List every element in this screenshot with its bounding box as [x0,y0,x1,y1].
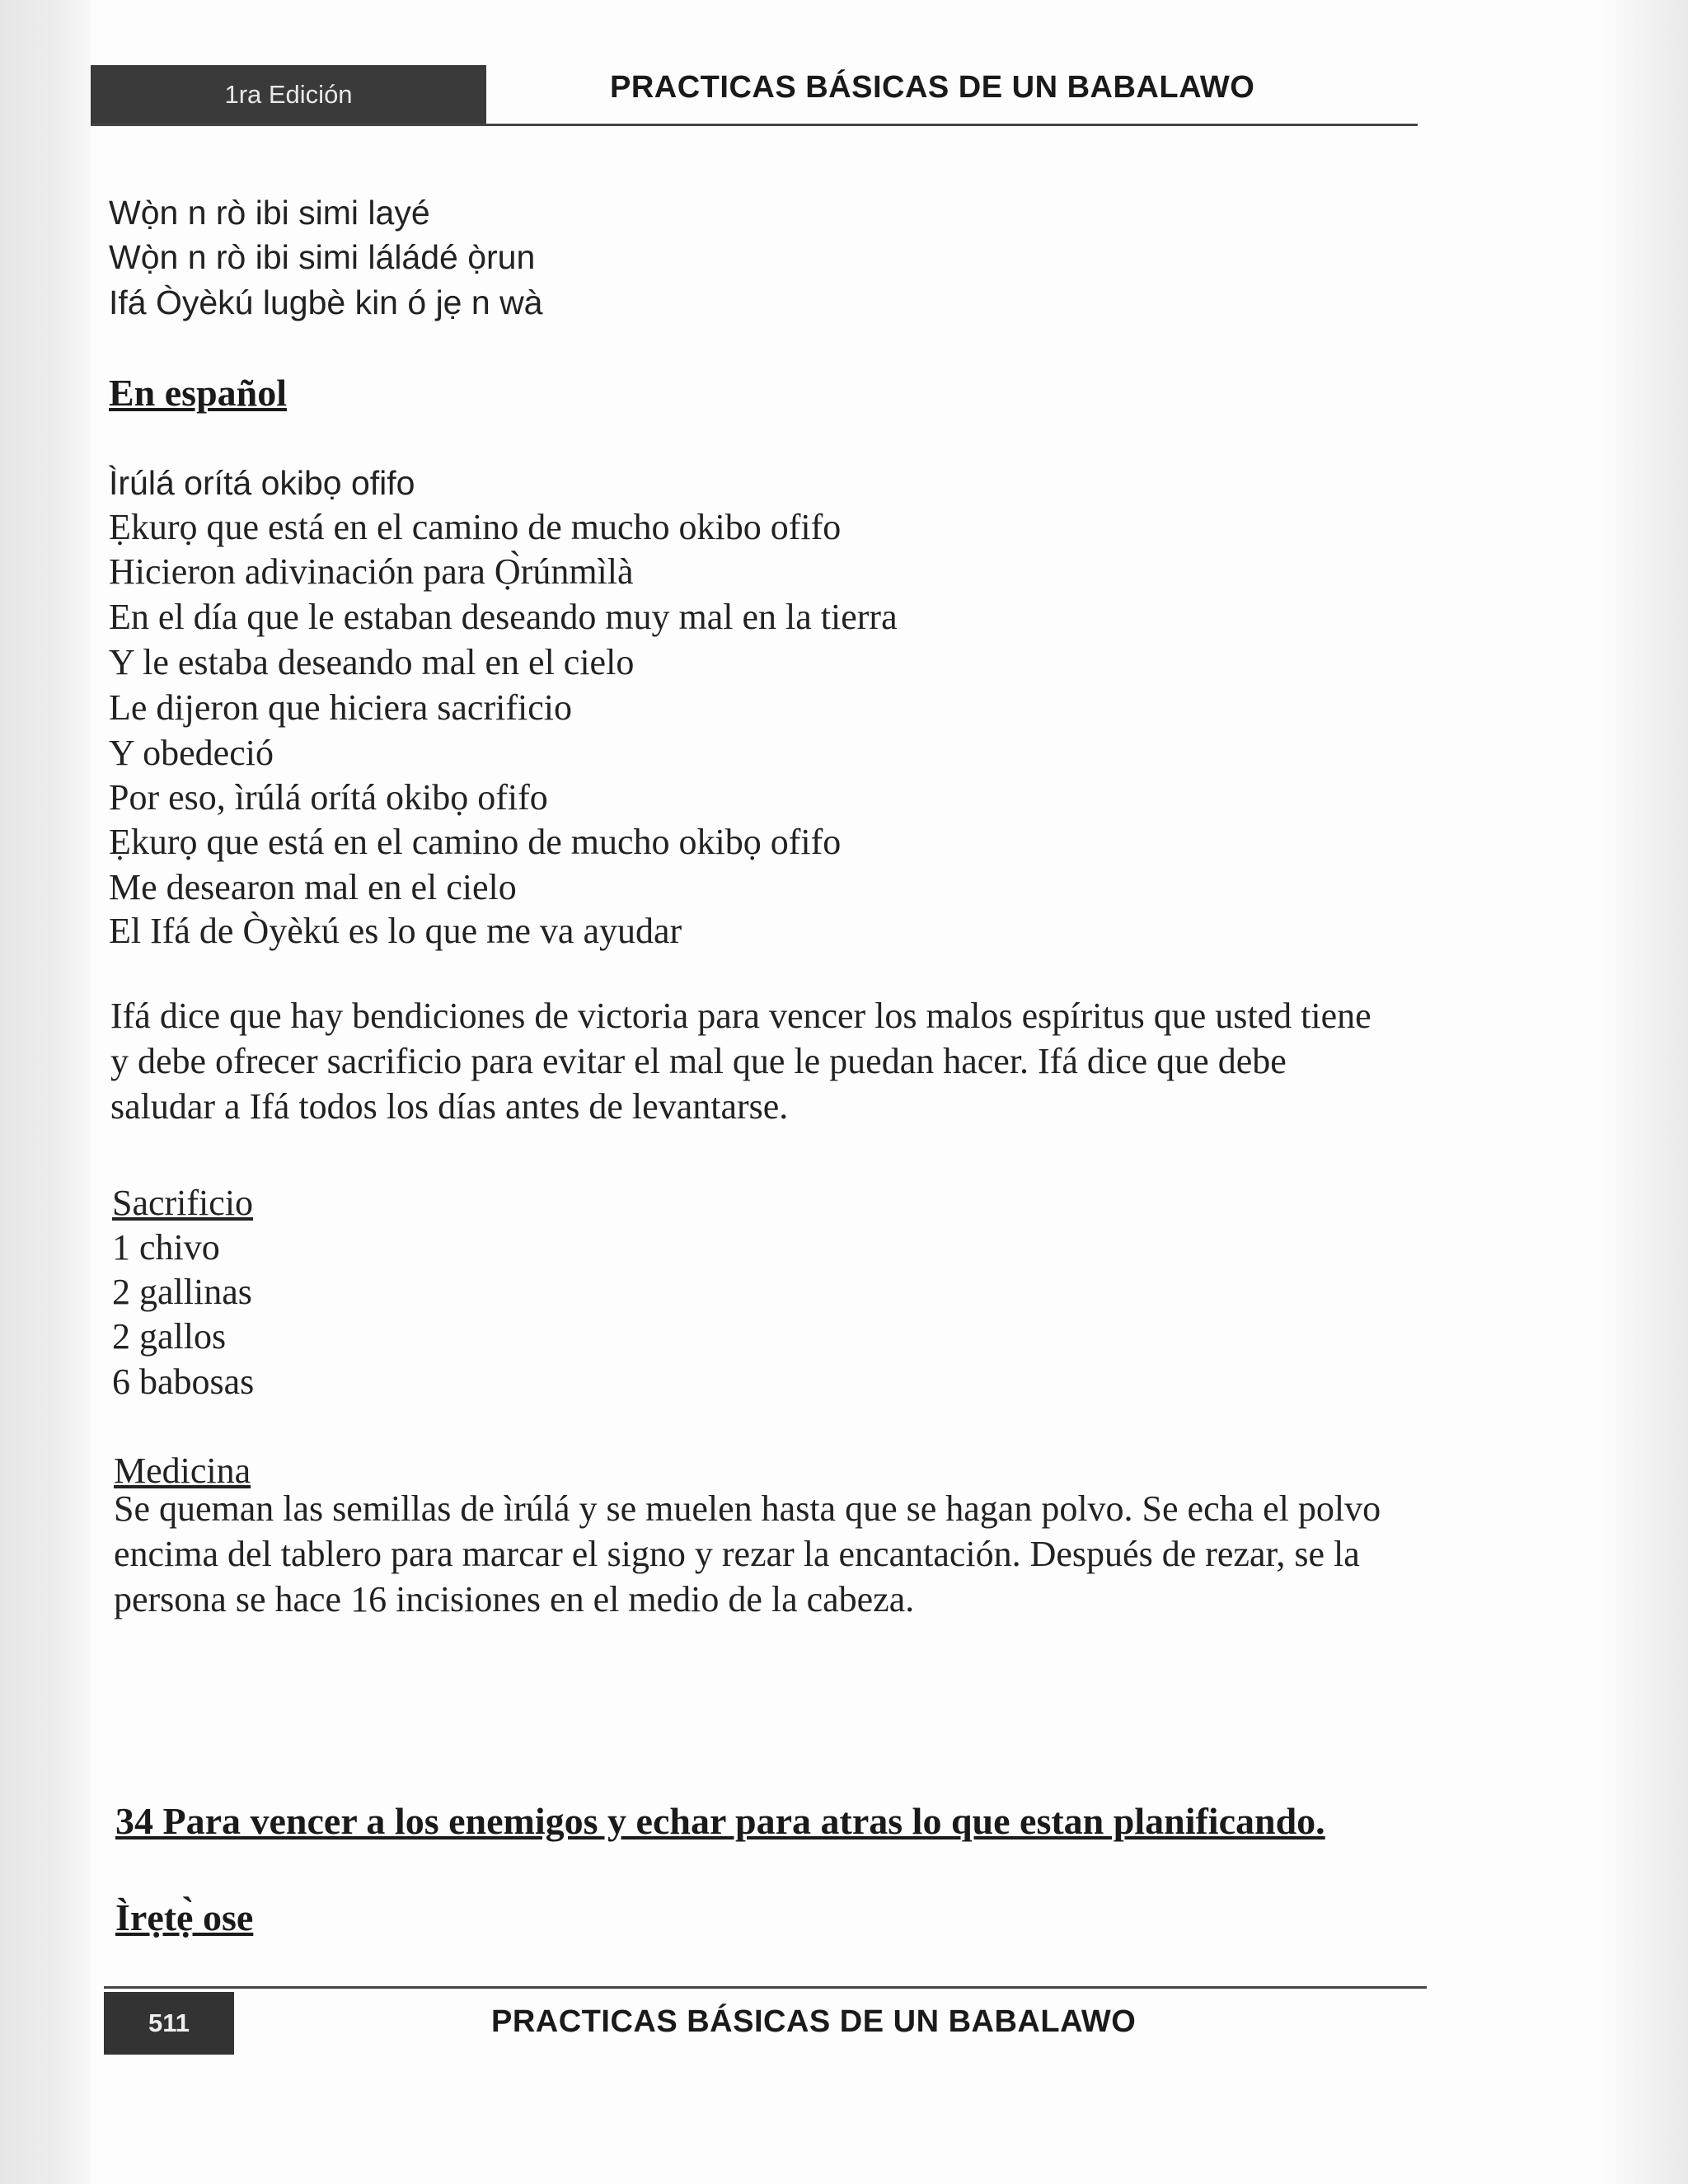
spanish-line: Ẹkurọ que está en el camino de mucho okibo ofifo [109,507,842,547]
spanish-line: Ìrúlá orítá okibọ ofifo [109,464,415,502]
spanish-line: Y le estaba deseando mal en el cielo [109,642,635,682]
scan-shadow-right [1597,0,1688,2184]
spanish-line: Por eso, ìrúlá orítá okibọ ofifo [109,777,548,818]
spanish-line: Ẹkurọ que está en el camino de mucho okibọ ofifo [109,822,842,862]
scan-shadow-left [0,0,91,2184]
section-subtitle: Ìrẹtẹ̀ ose [115,1896,254,1938]
verse-line: Wọ̀n n rò ibi simi layé [109,194,430,232]
sacrifice-item: 1 chivo [112,1227,220,1268]
section-title: 34 Para vencer a los enemigos y echar para atras lo que estan planificando. [115,1800,1325,1842]
header-title: PRACTICAS BÁSICAS DE UN BABALAWO [610,70,1255,105]
spanish-line: Y obedeció [109,733,274,773]
spanish-line: Le dijeron que hiciera sacrificio [109,687,572,728]
spanish-line: En el día que le estaban deseando muy mal en la tierra [109,597,898,637]
sacrifice-item: 2 gallinas [112,1272,252,1312]
footer-title: PRACTICAS BÁSICAS DE UN BABALAWO [491,2004,1137,2039]
sacrifice-item: 2 gallos [112,1316,227,1357]
spanish-line: Hicieron adivinación para Ọ̀rúnmìlà [109,551,634,592]
footer-divider [104,1986,1427,1989]
page-number: 511 [148,2008,190,2037]
medicine-text: Se queman las semillas de ìrúlá y se muelen hasta que se hagan polvo. Se echa el polvo encima del tablero para marcar el signo y rezar la encantación. Después de rezar, se la persona se hace 16 incisiones en el medio de la cabeza. [114,1488,1381,1619]
verse-line: Ifá Òyèkú lugbè kin ó jẹ n wà [109,284,543,321]
sacrifice-heading: Sacrificio [112,1183,254,1223]
edition-label-box [91,65,486,124]
ifa-paragraph: Ifá dice que hay bendiciones de victoria para vencer los malos espíritus que usted tiene y debe ofrecer sacrificio para evitar el mal que le puedan hacer. Ifá dice que debe saludar a Ifá todos los días antes de levantarse. [110,996,1372,1127]
edition-label: 1ra Edición [224,80,353,109]
spanish-line: El Ifá de Òyèkú es lo que me va ayudar [109,911,682,951]
spanish-line: Me desearon mal en el cielo [109,867,517,907]
page-number-box [104,1992,234,2055]
medicine-heading: Medicina [114,1451,251,1491]
spanish-heading: En español [109,372,288,414]
header-divider [91,124,1418,126]
sacrifice-item: 6 babosas [112,1361,255,1402]
verse-line: Wọ̀n n rò ibi simi láládé ọ̀run [109,238,536,276]
